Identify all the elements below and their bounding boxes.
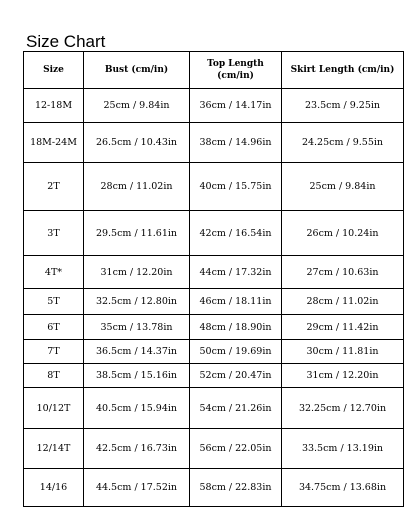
size-cell: 2T <box>24 163 84 211</box>
table-row <box>24 364 404 388</box>
size-chart-table <box>23 51 404 507</box>
size-cell: 8T <box>24 364 84 388</box>
skirt-length-cell: 24.25cm / 9.55in <box>282 123 404 163</box>
bust-cell: 28cm / 11.02in <box>84 163 190 211</box>
bust-cell: 32.5cm / 12.80in <box>84 289 190 315</box>
top-length-cell: 54cm / 21.26in <box>190 388 282 429</box>
top-length-cell: 42cm / 16.54in <box>190 211 282 256</box>
header-top-length-line2: (cm/in) <box>217 71 254 81</box>
skirt-length-cell: 32.25cm / 12.70in <box>282 388 404 429</box>
top-length-cell: 48cm / 18.90in <box>190 315 282 340</box>
bust-cell: 38.5cm / 15.16in <box>84 364 190 388</box>
top-length-cell: 50cm / 19.69in <box>190 340 282 364</box>
header-skirt-length: Skirt Length (cm/in) <box>282 52 404 89</box>
bust-cell: 25cm / 9.84in <box>84 89 190 123</box>
skirt-length-cell: 31cm / 12.20in <box>282 364 404 388</box>
table-row <box>24 289 404 315</box>
table-row <box>24 469 404 507</box>
top-length-cell: 40cm / 15.75in <box>190 163 282 211</box>
header-size: Size <box>24 52 84 89</box>
skirt-length-cell: 29cm / 11.42in <box>282 315 404 340</box>
size-cell: 10/12T <box>24 388 84 429</box>
table-row <box>24 256 404 289</box>
page-title: Size Chart <box>26 32 106 51</box>
skirt-length-cell: 28cm / 11.02in <box>282 289 404 315</box>
table-row <box>24 315 404 340</box>
table-row <box>24 89 404 123</box>
bust-cell: 40.5cm / 15.94in <box>84 388 190 429</box>
skirt-length-cell: 34.75cm / 13.68in <box>282 469 404 507</box>
table-row <box>24 429 404 469</box>
size-cell: 3T <box>24 211 84 256</box>
header-bust: Bust (cm/in) <box>84 52 190 89</box>
size-cell: 6T <box>24 315 84 340</box>
skirt-length-cell: 30cm / 11.81in <box>282 340 404 364</box>
size-cell: 12-18M <box>24 89 84 123</box>
bust-cell: 36.5cm / 14.37in <box>84 340 190 364</box>
top-length-cell: 52cm / 20.47in <box>190 364 282 388</box>
table-row <box>24 123 404 163</box>
size-cell: 4T* <box>24 256 84 289</box>
skirt-length-cell: 27cm / 10.63in <box>282 256 404 289</box>
table-row <box>24 163 404 211</box>
header-top-length-line1: Top Length <box>207 59 264 69</box>
table-row <box>24 388 404 429</box>
top-length-cell: 44cm / 17.32in <box>190 256 282 289</box>
top-length-cell: 36cm / 14.17in <box>190 89 282 123</box>
size-cell: 7T <box>24 340 84 364</box>
top-length-cell: 56cm / 22.05in <box>190 429 282 469</box>
size-cell: 12/14T <box>24 429 84 469</box>
table-row <box>24 340 404 364</box>
bust-cell: 35cm / 13.78in <box>84 315 190 340</box>
bust-cell: 31cm / 12.20in <box>84 256 190 289</box>
bust-cell: 42.5cm / 16.73in <box>84 429 190 469</box>
top-length-cell: 46cm / 18.11in <box>190 289 282 315</box>
size-cell: 18M-24M <box>24 123 84 163</box>
skirt-length-cell: 25cm / 9.84in <box>282 163 404 211</box>
bust-cell: 44.5cm / 17.52in <box>84 469 190 507</box>
size-cell: 5T <box>24 289 84 315</box>
header-top-length <box>190 52 282 89</box>
skirt-length-cell: 23.5cm / 9.25in <box>282 89 404 123</box>
header-row <box>24 52 404 89</box>
size-cell: 14/16 <box>24 469 84 507</box>
bust-cell: 29.5cm / 11.61in <box>84 211 190 256</box>
skirt-length-cell: 26cm / 10.24in <box>282 211 404 256</box>
top-length-cell: 58cm / 22.83in <box>190 469 282 507</box>
top-length-cell: 38cm / 14.96in <box>190 123 282 163</box>
table-row <box>24 211 404 256</box>
skirt-length-cell: 33.5cm / 13.19in <box>282 429 404 469</box>
bust-cell: 26.5cm / 10.43in <box>84 123 190 163</box>
